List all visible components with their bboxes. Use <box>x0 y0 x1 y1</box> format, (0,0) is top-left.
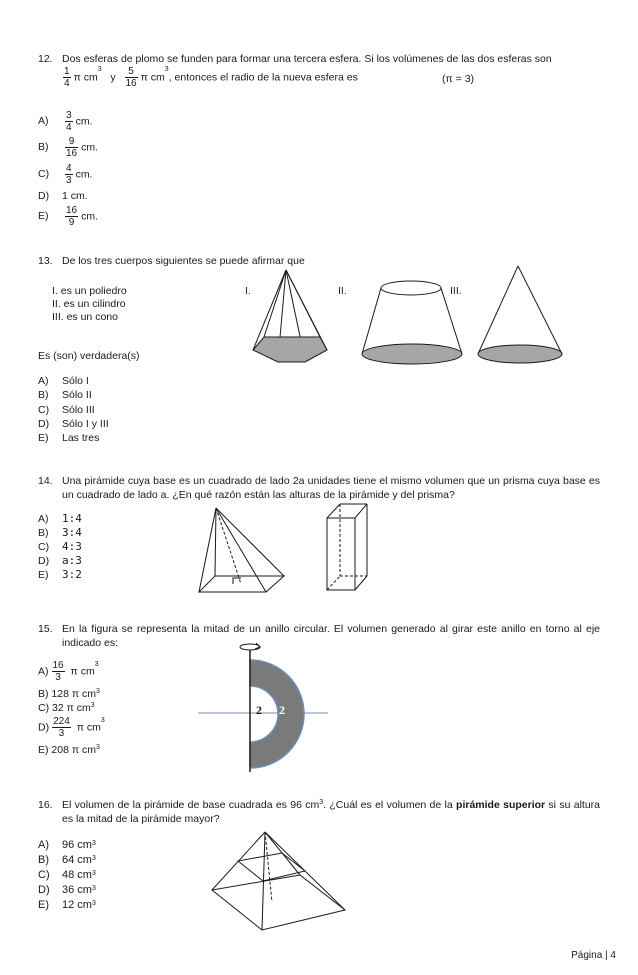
connector: y <box>110 71 116 84</box>
unit: π cm <box>73 71 98 84</box>
fraction: $\frac{1}{4}$ <box>64 66 70 89</box>
option-a[interactable]: A) $\frac{3}{4}$ cm. <box>38 110 93 133</box>
prompt-text: Es (son) verdadera(s) <box>38 350 140 362</box>
option-e[interactable]: E) $\frac{16}{9}$ cm. <box>38 205 99 228</box>
option-a[interactable]: A) 1:4 <box>38 512 82 525</box>
option-b[interactable]: B) $\frac{9}{16}$ cm. <box>38 136 99 159</box>
unit: π cm <box>140 71 165 84</box>
question-text: Una pirámide cuya base es un cuadrado de lado 2a unidades tiene el mismo volumen que un prisma cuya base es un cuadrado de lado a. ¿En qué razón están las alturas de la pirámide y del prisma? <box>62 475 600 501</box>
figure-label: I. <box>245 285 251 297</box>
option-a[interactable]: A) Sólo I <box>38 375 89 387</box>
question-text: El volumen de la pirámide de base cuadrada es 96 $cm^3$. ¿Cuál es el volumen de la pirámide superior si su altura es la mitad de la pirámide mayor? <box>62 799 600 825</box>
outer-width-label: 2 <box>279 703 285 717</box>
option-e[interactable]: E) 3:2 <box>38 568 82 581</box>
option-d[interactable]: D) Sólo I y III <box>38 417 109 430</box>
pi-note: (π = 3) <box>442 73 475 85</box>
figure-label: II. <box>338 285 347 297</box>
question-text: De los tres cuerpos siguientes se puede afirmar que <box>62 255 305 267</box>
option-a[interactable]: A) 96 $cm^3$ <box>38 839 96 851</box>
question-number: 15. <box>38 623 53 635</box>
option-d[interactable]: D) $\frac{224}{3}$ π $cm^3$ <box>38 716 105 739</box>
figure-label: III. <box>450 285 462 297</box>
option-c[interactable]: C) 48 $cm^3$ <box>38 869 96 881</box>
question-number: 12. <box>38 53 53 65</box>
option-b[interactable]: B) 3:4 <box>38 526 82 539</box>
option-e[interactable]: E) Las tres <box>38 432 100 445</box>
option-b[interactable]: B) 64 $cm^3$ <box>38 854 96 866</box>
option-d[interactable]: D) a:3 <box>38 554 82 567</box>
question-number: 13. <box>38 255 53 267</box>
option-c[interactable]: C) 4:3 <box>38 540 82 553</box>
option-d[interactable]: D) 36 $cm^3$ <box>38 884 96 896</box>
question-text: En la figura se representa la mitad de un anillo circular. El volumen generado al girar este anillo en torno al eje indicado es: <box>62 623 600 649</box>
statement: II. es un cilindro <box>52 298 126 310</box>
option-d[interactable]: D) 1 cm. <box>38 190 88 202</box>
question-text-continued: , entonces el radio de la nueva esfera es <box>168 71 358 84</box>
question-number: 14. <box>38 475 53 487</box>
option-c[interactable]: C) $\frac{4}{3}$ cm. <box>38 163 93 186</box>
q12-volumes-line: $\frac{1}{4}$ π $cm^3$ y $\frac{5}{16}$ π $cm^3$, entonces el radio de la nueva esfera es <box>64 66 358 89</box>
statement: III. es un cono <box>52 311 118 323</box>
option-b[interactable]: B) Sólo II <box>38 389 92 402</box>
option-c[interactable]: C) 32 π $cm^3$ <box>38 702 95 714</box>
option-b[interactable]: B) 128 π $cm^3$ <box>38 688 100 700</box>
option-c[interactable]: C) Sólo III <box>38 403 95 416</box>
inner-radius-label: 2 <box>256 703 262 717</box>
option-e[interactable]: E) 208 π $cm^3$ <box>38 744 100 756</box>
bold-phrase: pirámide superior <box>456 799 546 811</box>
fraction: $\frac{5}{16}$ <box>125 66 137 89</box>
statement: I. es un poliedro <box>52 285 127 297</box>
question-number: 16. <box>38 799 53 811</box>
option-e[interactable]: E) 12 $cm^3$ <box>38 899 96 911</box>
question-text: Dos esferas de plomo se funden para formar una tercera esfera. Si los volúmenes de las dos esferas son <box>62 53 552 65</box>
page-footer: Página | 4 <box>571 950 616 961</box>
option-a[interactable]: A) $\frac{16}{3}$ π $cm^3$ <box>38 660 99 683</box>
